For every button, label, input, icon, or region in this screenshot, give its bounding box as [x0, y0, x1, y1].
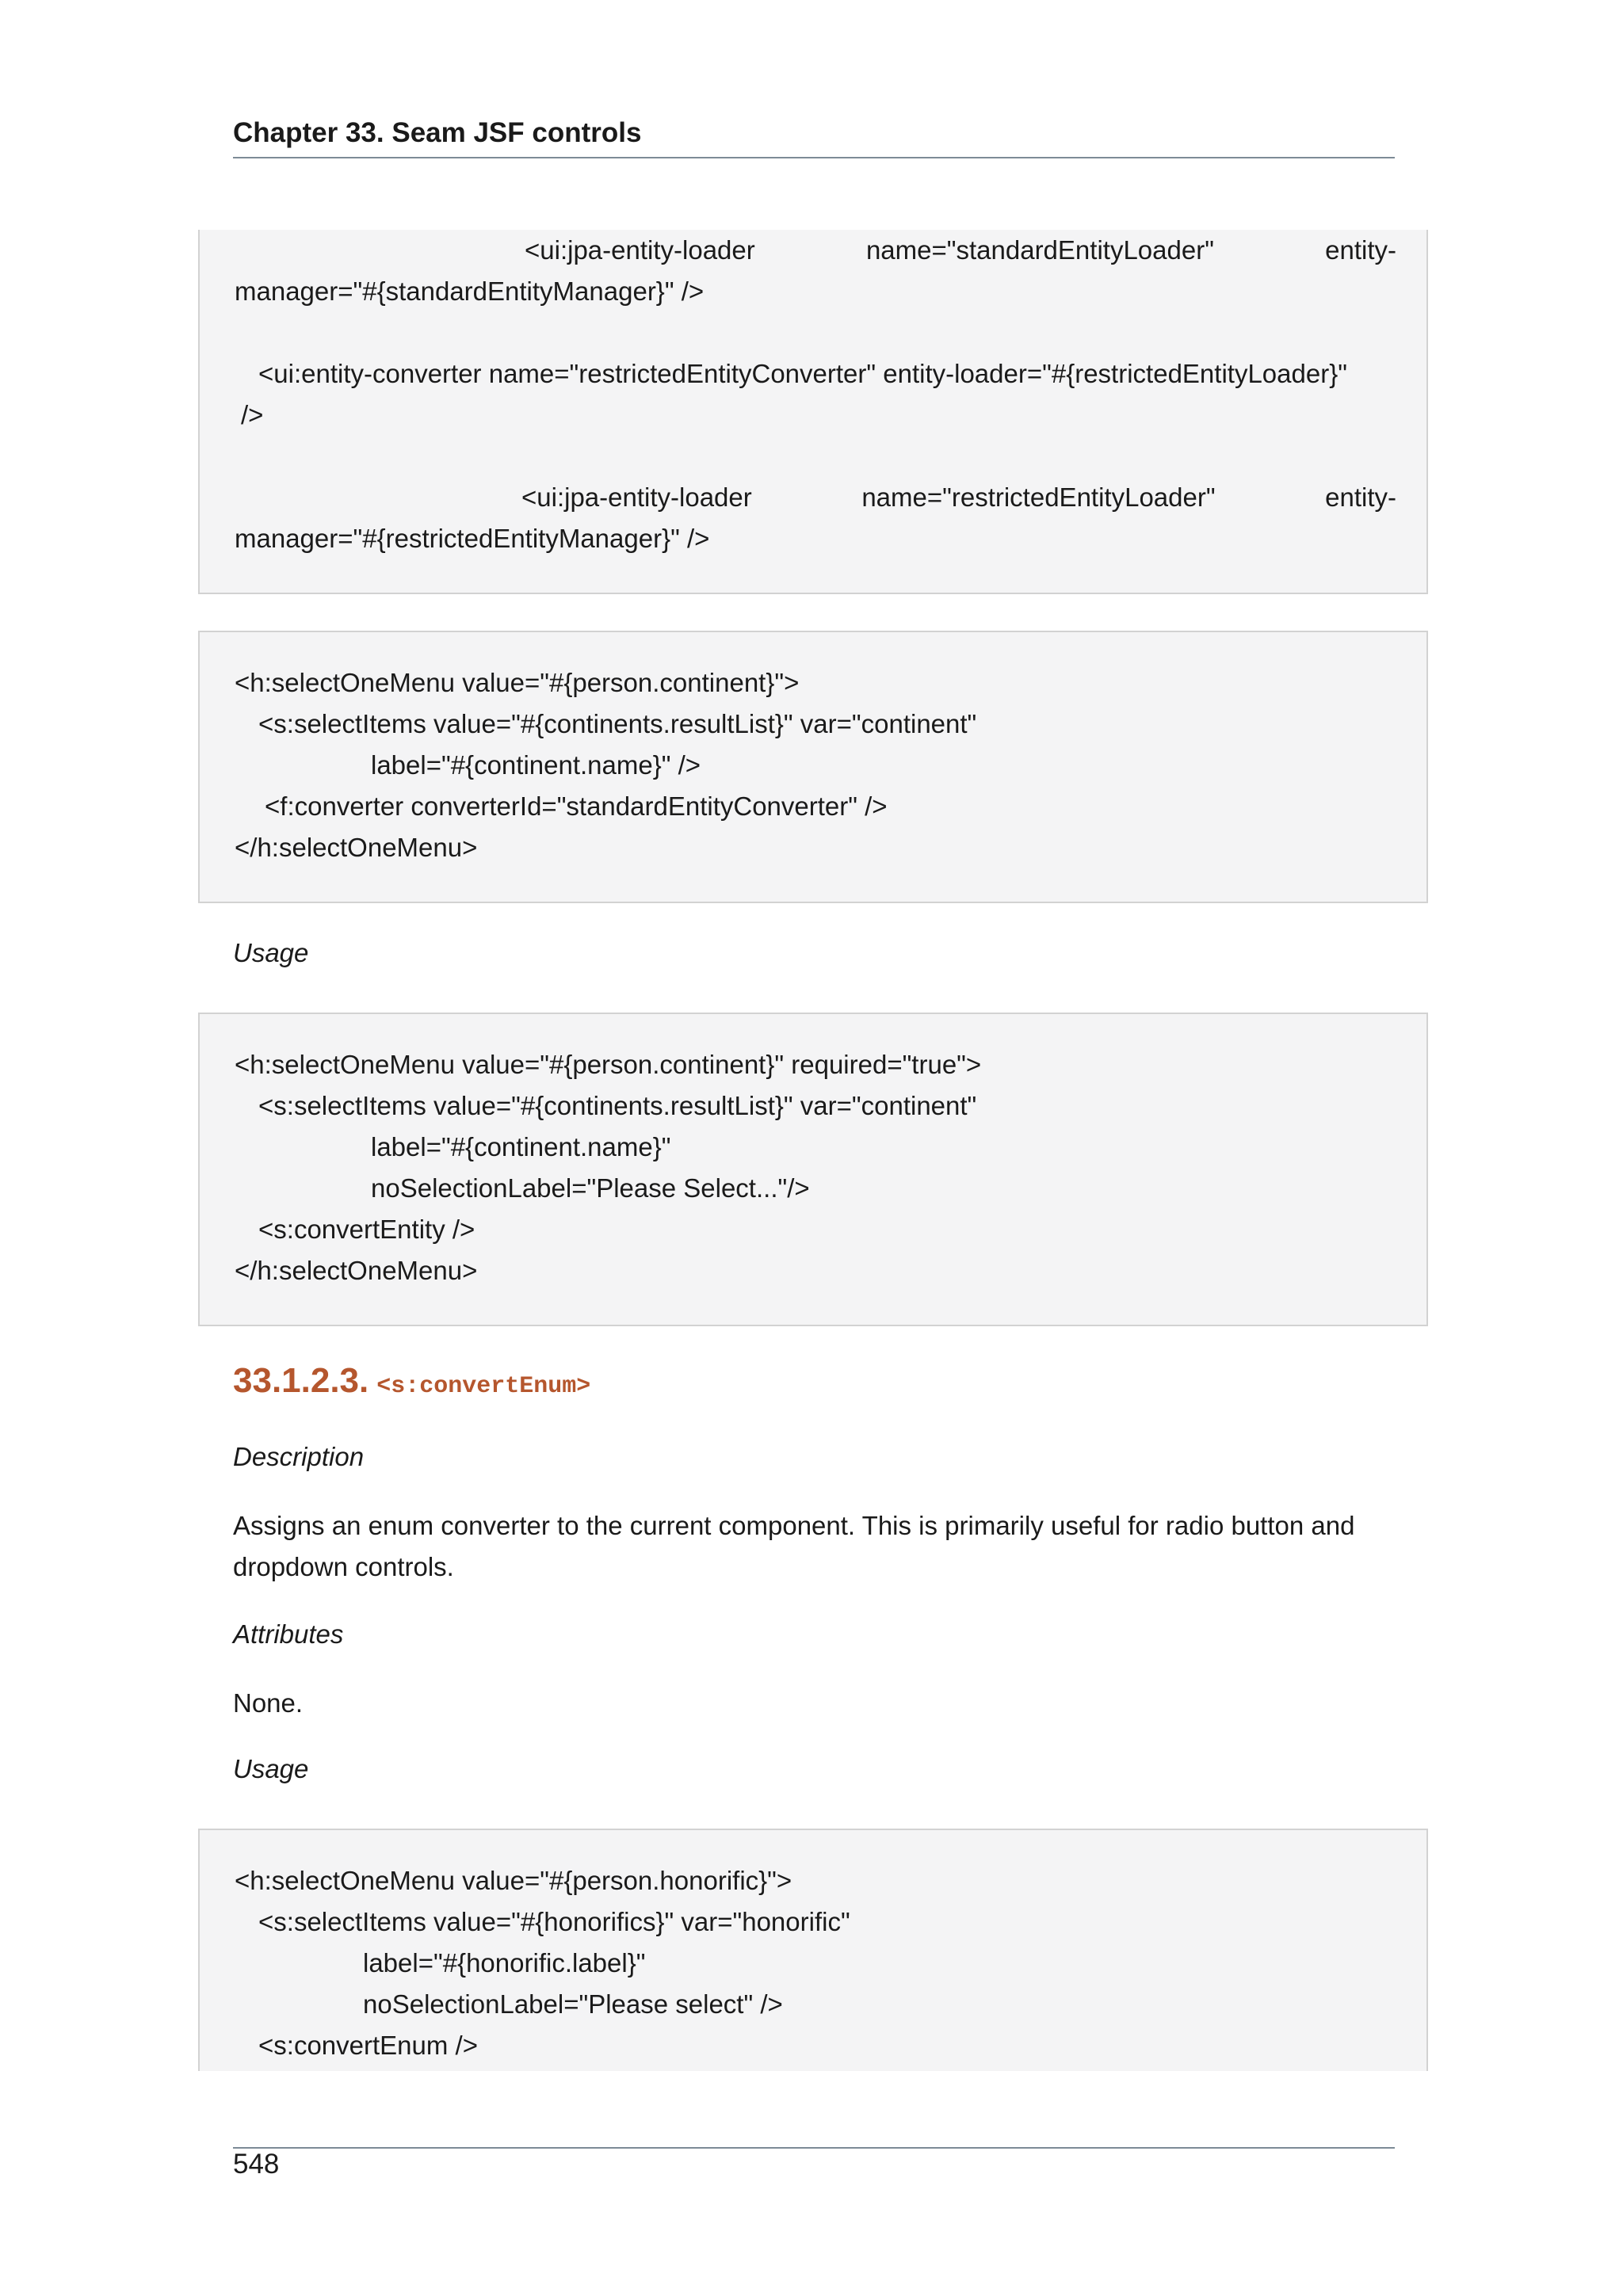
- code-line: <s:convertEntity />: [258, 1215, 475, 1244]
- usage-label: Usage: [233, 938, 309, 967]
- attributes-label: Attributes: [233, 1619, 344, 1649]
- code-line: manager="#{restrictedEntityManager}" />: [235, 524, 710, 553]
- code-line: <h:selectOneMenu value="#{person.continent}" required="true">: [235, 1050, 982, 1079]
- chapter-title: Chapter 33. Seam JSF controls: [233, 117, 642, 148]
- code-line: label="#{continent.name}" />: [371, 750, 701, 780]
- code-line: [235, 230, 1396, 271]
- code-line: <s:selectItems value="#{honorifics}" var="honorific": [258, 1907, 850, 1936]
- code-line: />: [241, 400, 264, 429]
- code-line: <f:converter converterId="standardEntityConverter" />: [265, 791, 888, 821]
- code-line: noSelectionLabel="Please Select..."/>: [371, 1173, 810, 1203]
- code-token: name="restrictedEntityLoader": [861, 482, 1216, 512]
- code-line: <h:selectOneMenu value="#{person.honorific}">: [235, 1866, 792, 1895]
- attributes-text: None.: [233, 1688, 304, 1718]
- code-line: <s:selectItems value="#{continents.resultList}" var="continent": [258, 709, 977, 738]
- code-token: name="standardEntityLoader": [865, 235, 1214, 265]
- code-line: noSelectionLabel="Please select" />: [363, 1989, 783, 2019]
- code-token: entity-: [1325, 482, 1396, 512]
- description-text: Assigns an enum converter to the current component. This is primarily useful for radio button and dropdown controls.: [233, 1511, 1355, 1581]
- description-label: Description: [233, 1442, 365, 1471]
- section-number: 33.1.2.3.: [233, 1361, 369, 1400]
- usage-label: Usage: [233, 1754, 309, 1783]
- code-line: <s:selectItems value="#{continents.resultList}" var="continent": [258, 1091, 977, 1120]
- code-line: <ui:entity-converter name="restrictedEntityConverter" entity-loader="#{restrictedEntityLoader}": [258, 359, 1347, 388]
- page-number: 548: [233, 2149, 280, 2180]
- code-token: entity-: [1325, 235, 1396, 265]
- code-line: label="#{honorific.label}": [363, 1948, 646, 1978]
- code-line: <s:convertEnum />: [258, 2031, 478, 2060]
- code-line: </h:selectOneMenu>: [235, 833, 478, 862]
- code-block-entity-loaders: [198, 230, 1428, 594]
- section-heading: [233, 1361, 590, 1401]
- header-rule: [233, 157, 1395, 158]
- code-line: </h:selectOneMenu>: [235, 1256, 478, 1285]
- code-token: <ui:jpa-entity-loader: [521, 482, 752, 512]
- code-block-convert-enum-usage: [198, 1829, 1428, 2071]
- code-line: <h:selectOneMenu value="#{person.continent}">: [235, 668, 800, 697]
- code-block-convert-entity-usage: [198, 1013, 1428, 1326]
- code-token: <ui:jpa-entity-loader: [525, 235, 755, 265]
- code-line: label="#{continent.name}": [371, 1132, 671, 1161]
- section-code-title: <s:convertEnum>: [376, 1373, 591, 1400]
- code-line: manager="#{standardEntityManager}" />: [235, 277, 705, 306]
- footer-rule: [233, 2147, 1395, 2149]
- code-line: [235, 477, 1396, 518]
- code-block-standard-converter: [198, 631, 1428, 903]
